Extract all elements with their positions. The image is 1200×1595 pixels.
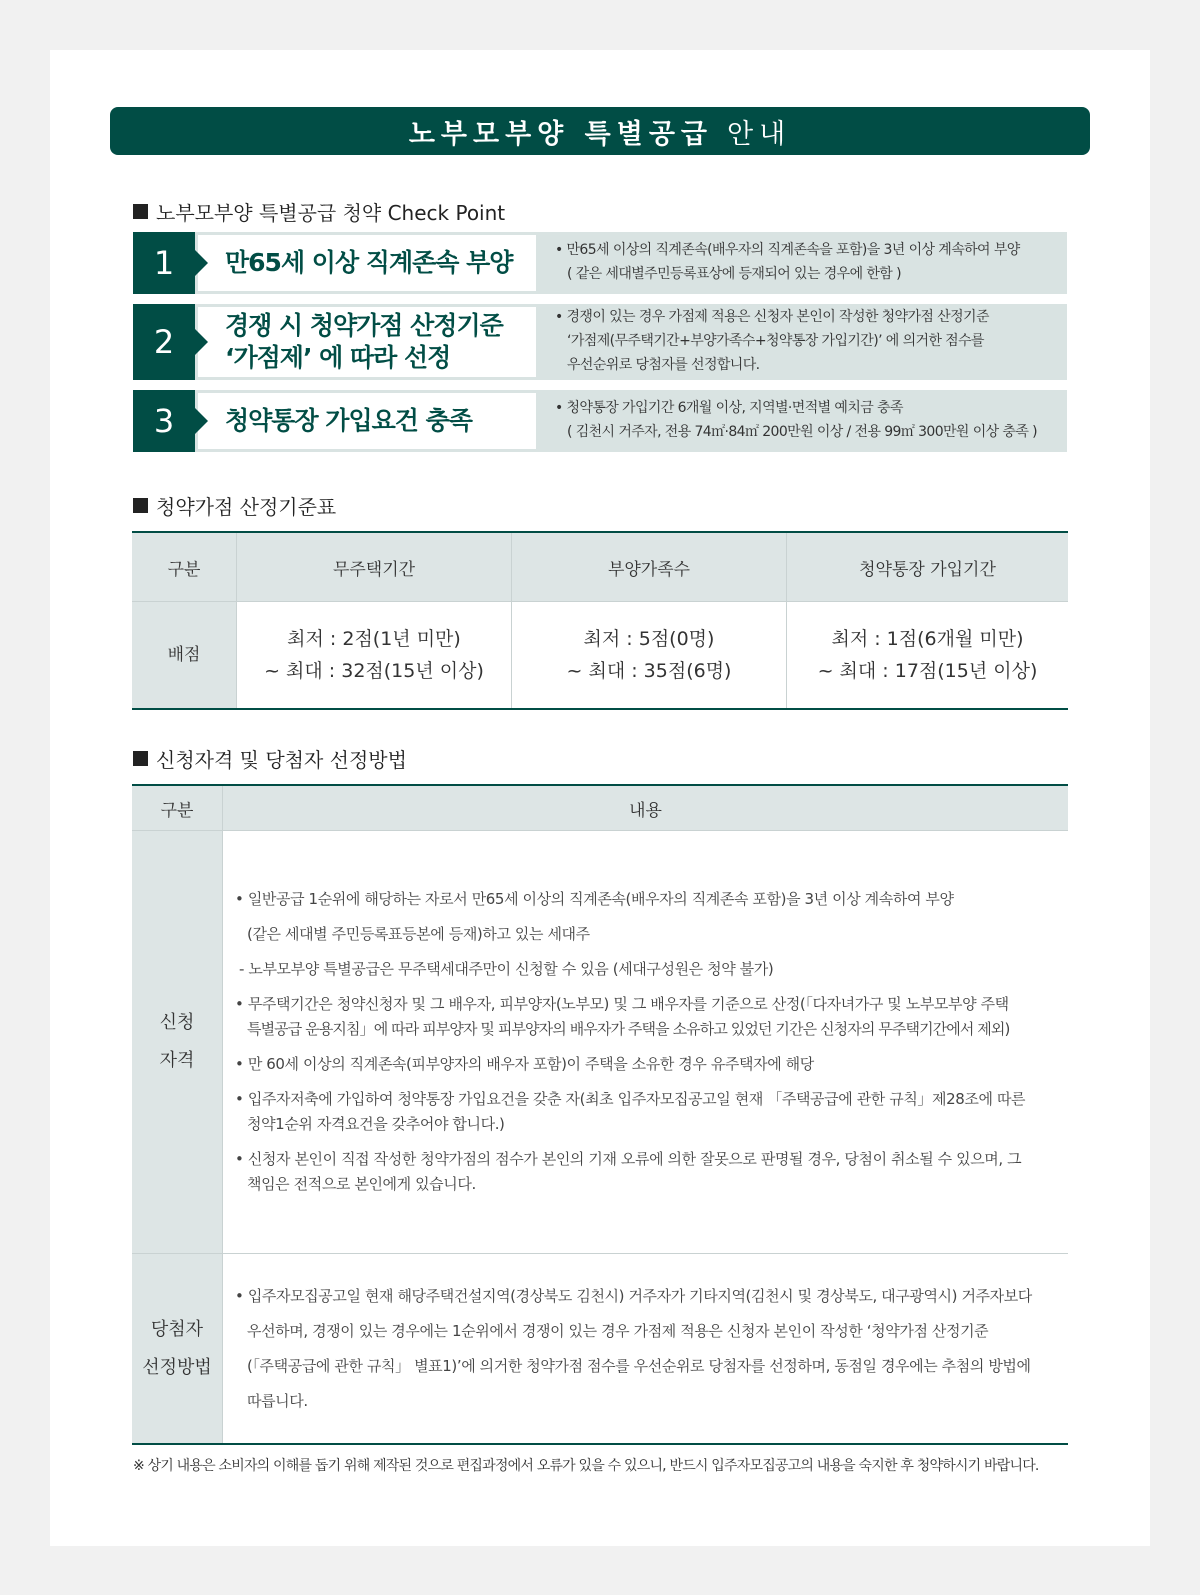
cell-line: ~ 최대 : 17점(15년 이상) — [817, 660, 1038, 682]
list-item — [235, 957, 1058, 982]
banner-title-suffix: 안내 — [726, 118, 792, 150]
column-header: 청약통장 가입기간 — [787, 532, 1069, 602]
score-table — [132, 531, 1068, 710]
row-label-line: 선정방법 — [142, 1356, 212, 1378]
item-line: 책임은 전적으로 본인에게 있습니다. — [247, 1175, 476, 1193]
item-line: 특별공급 운용지침」에 따라 피부양자 및 피부양자의 배우자가 주택을 소유하고 있었던 기간은 신청자의 무주택기간에서 제외) — [247, 1020, 1010, 1038]
item-line: - 노부모부양 특별공급은 무주택세대주만이 신청할 수 있음 (세대구성원은 청약 불가) — [239, 960, 774, 978]
item-line: 청약1순위 자격요건을 갖추어야 합니다.) — [247, 1115, 505, 1133]
checkpoint-desc — [539, 304, 1067, 380]
column-header: 부양가족수 — [512, 532, 787, 602]
item-line: (「주택공급에 관한 규칙」 별표1)’에 의거한 청약가점 점수를 우선순위로 당첨자를 선정하며, 동점일 경우에는 추첨의 방법에 — [247, 1356, 1031, 1375]
cell-line: ~ 최대 : 35점(6명) — [566, 660, 732, 682]
table-header-row — [132, 532, 1068, 602]
item-line: • 입주자모집공고일 현재 해당주택건설지역(경상북도 김천시) 거주자가 기타지역(김천시 및 경상북도, 대구광역시) 거주자보다 — [235, 1286, 1032, 1305]
list-item — [235, 1279, 1058, 1419]
checkpoint-desc-line: ‘가점제(무주택기간+부양가족수+청약통장 가입기간)’ 에 의거한 점수를 — [567, 333, 984, 349]
checkpoint-desc-line: 우선순위로 당첨자를 선정합니다. — [567, 357, 760, 373]
qual-heading-text: 신청자격 및 당첨자 선정방법 — [156, 748, 407, 772]
checkpoint-number — [133, 390, 195, 452]
checkpoint-desc-line: • 만65세 이상의 직계존속(배우자의 직계존속을 포함)을 3년 이상 계속하여 부양 — [555, 242, 1020, 258]
row-label — [132, 831, 223, 1254]
item-line: (같은 세대별 주민등록표등본에 등재)하고 있는 세대주 — [247, 925, 590, 943]
checkpoint-desc-line: • 청약통장 가입기간 6개월 이상, 지역별·면적별 예치금 충족 — [555, 400, 903, 416]
banner-title: 노부모부양 특별공급 — [408, 118, 713, 150]
square-bullet-icon — [133, 751, 148, 766]
checkpoint-desc-line: ( 같은 세대별주민등록표상에 등재되어 있는 경우에 한함 ) — [567, 266, 901, 282]
arrow-right-icon — [195, 250, 208, 276]
item-line: • 입주자저축에 가입하여 청약통장 가입요건을 갖춘 자(최초 입주자모집공고일 현재 「주택공급에 관한 규칙」제28조에 따른 — [235, 1090, 1026, 1108]
checkpoint-title-line: 만65세 이상 직계존속 부양 — [225, 248, 513, 277]
table-row — [132, 602, 1068, 710]
checkpoint-title — [195, 232, 539, 294]
item-line: 따릅니다. — [247, 1391, 308, 1410]
checkpoint-title-line: 청약통장 가입요건 충족 — [225, 406, 472, 435]
square-bullet-icon — [133, 498, 148, 513]
table-cell — [787, 602, 1069, 710]
row-label-line: 신청 — [159, 1012, 195, 1033]
list-item — [235, 1147, 1058, 1197]
qualification-table — [132, 784, 1068, 1445]
checkpoint-item-3 — [133, 390, 1067, 452]
checkpoint-number — [133, 304, 195, 380]
checkpoint-desc-line: • 경쟁이 있는 경우 가점제 적용은 신청자 본인이 작성한 청약가점 산정기준 — [555, 309, 989, 325]
checkpoint-number-text: 2 — [153, 323, 175, 361]
checkpoint-title-line: ‘가점제’ 에 따라 선정 — [225, 343, 451, 372]
checkpoint-number — [133, 232, 195, 294]
cell-line: 최저 : 5점(0명) — [583, 628, 715, 650]
score-heading — [133, 491, 336, 520]
cell-line: 최저 : 2점(1년 미만) — [287, 628, 461, 650]
table-row — [132, 831, 1068, 1254]
content-cell — [223, 1254, 1069, 1445]
column-header: 무주택기간 — [237, 532, 512, 602]
checkpoint-title-line: 경쟁 시 청약가점 산정기준 — [225, 311, 503, 340]
checkpoint-title — [195, 304, 539, 380]
cell-line: ~ 최대 : 32점(15년 이상) — [264, 660, 484, 682]
list-item — [235, 887, 1058, 947]
item-line: • 무주택기간은 청약신청자 및 그 배우자, 피부양자(노부모) 및 그 배우자를 기준으로 산정(「다자녀가구 및 노부모부양 주택 — [235, 995, 1009, 1013]
square-bullet-icon — [133, 204, 148, 219]
footnote: ※ 상기 내용은 소비자의 이해를 돕기 위해 제작된 것으로 편집과정에서 오류가 있을 수 있으니, 반드시 입주자모집공고의 내용을 숙지한 후 청약하시기 바랍니다. — [133, 1458, 1039, 1474]
item-line: • 만 60세 이상의 직계존속(피부양자의 배우자 포함)이 주택을 소유한 경우 유주택자에 해당 — [235, 1055, 814, 1073]
list-item — [235, 992, 1058, 1042]
item-line: • 일반공급 1순위에 해당하는 자로서 만65세 이상의 직계존속(배우자의 직계존속 포함)을 3년 이상 계속하여 부양 — [235, 890, 954, 908]
checkpoint-number-text: 1 — [153, 244, 175, 282]
checkpoint-number-text: 3 — [153, 402, 175, 440]
checkpoint-heading — [133, 197, 505, 226]
row-label: 배점 — [132, 602, 237, 710]
checkpoint-desc-line: ( 김천시 거주자, 전용 74㎡·84㎡ 200만원 이상 / 전용 99㎡ 300만원 이상 충족 ) — [567, 424, 1037, 440]
cell-line: 최저 : 1점(6개월 미만) — [831, 628, 1024, 650]
checkpoint-desc — [539, 390, 1067, 452]
row-label-line: 자격 — [159, 1050, 195, 1071]
column-header: 내용 — [223, 785, 1069, 831]
checkpoint-item-1 — [133, 232, 1067, 294]
table-cell — [512, 602, 787, 710]
column-header: 구분 — [132, 532, 237, 602]
checkpoint-desc — [539, 232, 1067, 294]
item-line: 우선하며, 경쟁이 있는 경우에는 1순위에서 경쟁이 있는 경우 가점제 적용은 신청자 본인이 작성한 ‘청약가점 산정기준 — [247, 1321, 989, 1340]
notice-page — [50, 50, 1150, 1546]
checkpoint-item-2 — [133, 304, 1067, 380]
list-item — [235, 1087, 1058, 1137]
list-item — [235, 1052, 1058, 1077]
column-header: 구분 — [132, 785, 223, 831]
qual-heading — [133, 744, 407, 773]
table-cell — [237, 602, 512, 710]
content-cell — [223, 831, 1069, 1254]
row-label — [132, 1254, 223, 1445]
checkpoint-title — [195, 390, 539, 452]
page-banner — [110, 107, 1090, 155]
arrow-right-icon — [195, 329, 208, 355]
checkpoint-heading-text: 노부모부양 특별공급 청약 Check Point — [156, 201, 506, 225]
table-row — [132, 1254, 1068, 1445]
row-label-line: 당첨자 — [150, 1318, 204, 1340]
table-header-row — [132, 785, 1068, 831]
arrow-right-icon — [195, 408, 208, 434]
score-heading-text: 청약가점 산정기준표 — [156, 495, 337, 519]
item-line: • 신청자 본인이 직접 작성한 청약가점의 점수가 본인의 기재 오류에 의한 잘못으로 판명될 경우, 당첨이 취소될 수 있으며, 그 — [235, 1150, 1022, 1168]
